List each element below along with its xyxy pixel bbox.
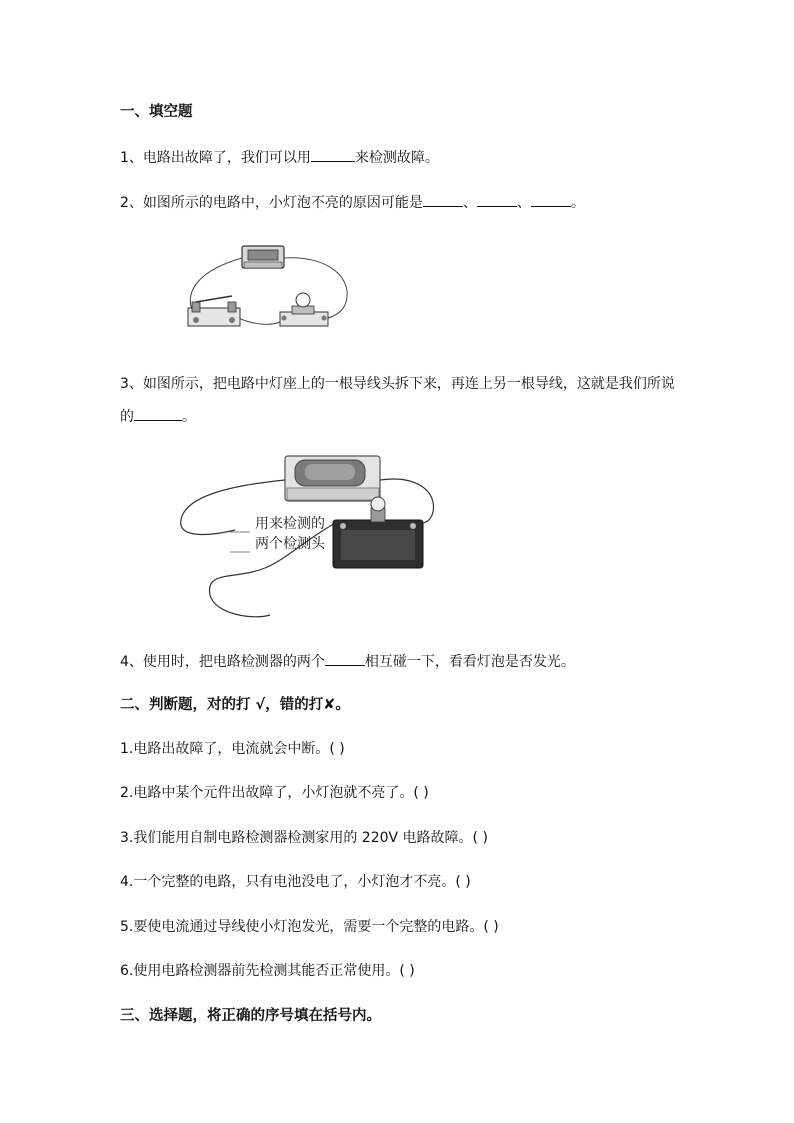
question-1-text-before: 1、电路出故障了，我们可以用 [120,150,311,166]
question-3-text-before: 的 [120,409,134,425]
true-false-item-6: 6.使用电路检测器前先检测其能否正常使用。( ) [120,963,415,979]
true-false-item-1: 1.电路出故障了，电流就会中断。( ) [120,741,345,757]
question-3-blank[interactable] [134,406,182,421]
true-false-item-4: 4.一个完整的电路，只有电池没电了，小灯泡才不亮。( ) [120,874,471,890]
question-2-blank-1[interactable] [423,192,463,207]
circuit-figure-1 [180,240,360,340]
true-false-item-3: 3.我们能用自制电路检测器检测家用的 220V 电路故障。( ) [120,830,488,846]
tester-label-line-2: 两个检测头 [255,536,325,552]
question-3-line-2 [120,406,196,427]
question-4-blank[interactable] [325,651,365,666]
question-2 [120,192,585,213]
tester-label-line-1: 用来检测的 [255,516,325,532]
question-3-text-after: 。 [182,409,196,425]
question-4 [120,651,575,672]
question-2-blank-2[interactable] [477,192,517,207]
question-1-blank[interactable] [311,147,355,162]
question-2-text-after: 。 [570,195,585,211]
circuit-tester-figure [175,450,445,625]
circuit-tester-drawing [175,450,445,625]
question-4-text-before: 4、使用时，把电路检测器的两个 [120,654,325,670]
question-2-text-before: 2、如图所示的电路中，小灯泡不亮的原因可能是 [120,195,423,211]
question-3-line-1: 3、如图所示，把电路中灯座上的一根导线头拆下来，再连上另一根导线，这就是我们所说 [120,376,675,392]
question-4-text-after: 相互碰一下，看看灯泡是否发光。 [364,654,575,670]
question-2-separator: 、 [516,195,531,211]
section-1-title: 一、填空题 [120,104,193,120]
true-false-item-2: 2.电路中某个元件出故障了，小灯泡就不亮了。( ) [120,785,429,801]
true-false-item-5: 5.要使电流通过导线使小灯泡发光，需要一个完整的电路。( ) [120,919,499,935]
question-1 [120,147,439,168]
question-1-text-after: 来检测故障。 [354,150,439,166]
section-3-title: 三、选择题，将正确的序号填在括号内。 [120,1008,381,1024]
circuit-figure-1-drawing [180,240,360,340]
question-2-separator: 、 [462,195,477,211]
question-2-blank-3[interactable] [531,192,571,207]
section-2-title: 二、判断题，对的打 √，错的打✘。 [120,697,350,713]
